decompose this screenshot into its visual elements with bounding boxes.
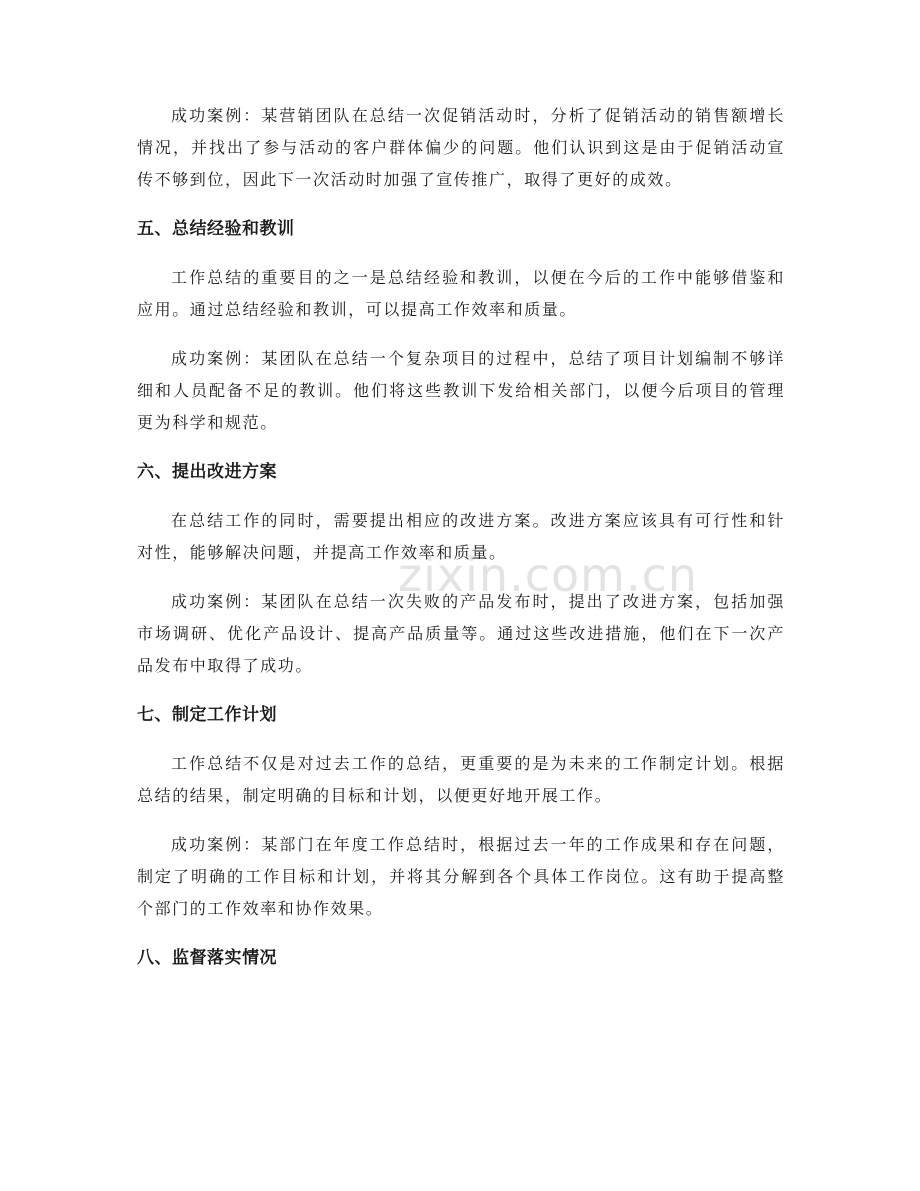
paragraph: 成功案例：某营销团队在总结一次促销活动时，分析了促销活动的销售额增长情况，并找出了参与活动的客户群体偏少的问题。他们认识到这是由于促销活动宣传不够到位，因此下一次活动时加强了宣传推广，取得了更好的成效。 (137, 106, 785, 189)
section-heading: 六、提出改进方案 (137, 462, 277, 482)
paragraph: 工作总结不仅是对过去工作的总结，更重要的是为未来的工作制定计划。根据总结的结果，制定明确的目标和计划，以便更好地开展工作。 (137, 754, 785, 805)
paragraph: 成功案例：某部门在年度工作总结时，根据过去一年的工作成果和存在问题，制定了明确的工作目标和计划，并将其分解到各个具体工作岗位。这有助于提高整个部门的工作效率和协作效果。 (137, 835, 785, 918)
watermark: zixin.com.cn (398, 548, 699, 602)
paragraph: 在总结工作的同时，需要提出相应的改进方案。改进方案应该具有可行性和针对性，能够解决问题，并提高工作效率和质量。 (137, 511, 785, 562)
paragraph: 工作总结的重要目的之一是总结经验和教训，以便在今后的工作中能够借鉴和应用。通过总结经验和教训，可以提高工作效率和质量。 (137, 268, 785, 319)
section-heading: 七、制定工作计划 (137, 705, 277, 725)
paragraph: 成功案例：某团队在总结一个复杂项目的过程中，总结了项目计划编制不够详细和人员配备不足的教训。他们将这些教训下发给相关部门，以便今后项目的管理更为科学和规范。 (137, 349, 785, 432)
document-body (137, 100, 785, 991)
paragraph: 成功案例：某团队在总结一次失败的产品发布时，提出了改进方案，包括加强市场调研、优化产品设计、提高产品质量等。通过这些改进措施，他们在下一次产品发布中取得了成功。 (137, 592, 785, 675)
section-heading: 八、监督落实情况 (137, 948, 277, 968)
section-heading: 五、总结经验和教训 (137, 219, 295, 239)
